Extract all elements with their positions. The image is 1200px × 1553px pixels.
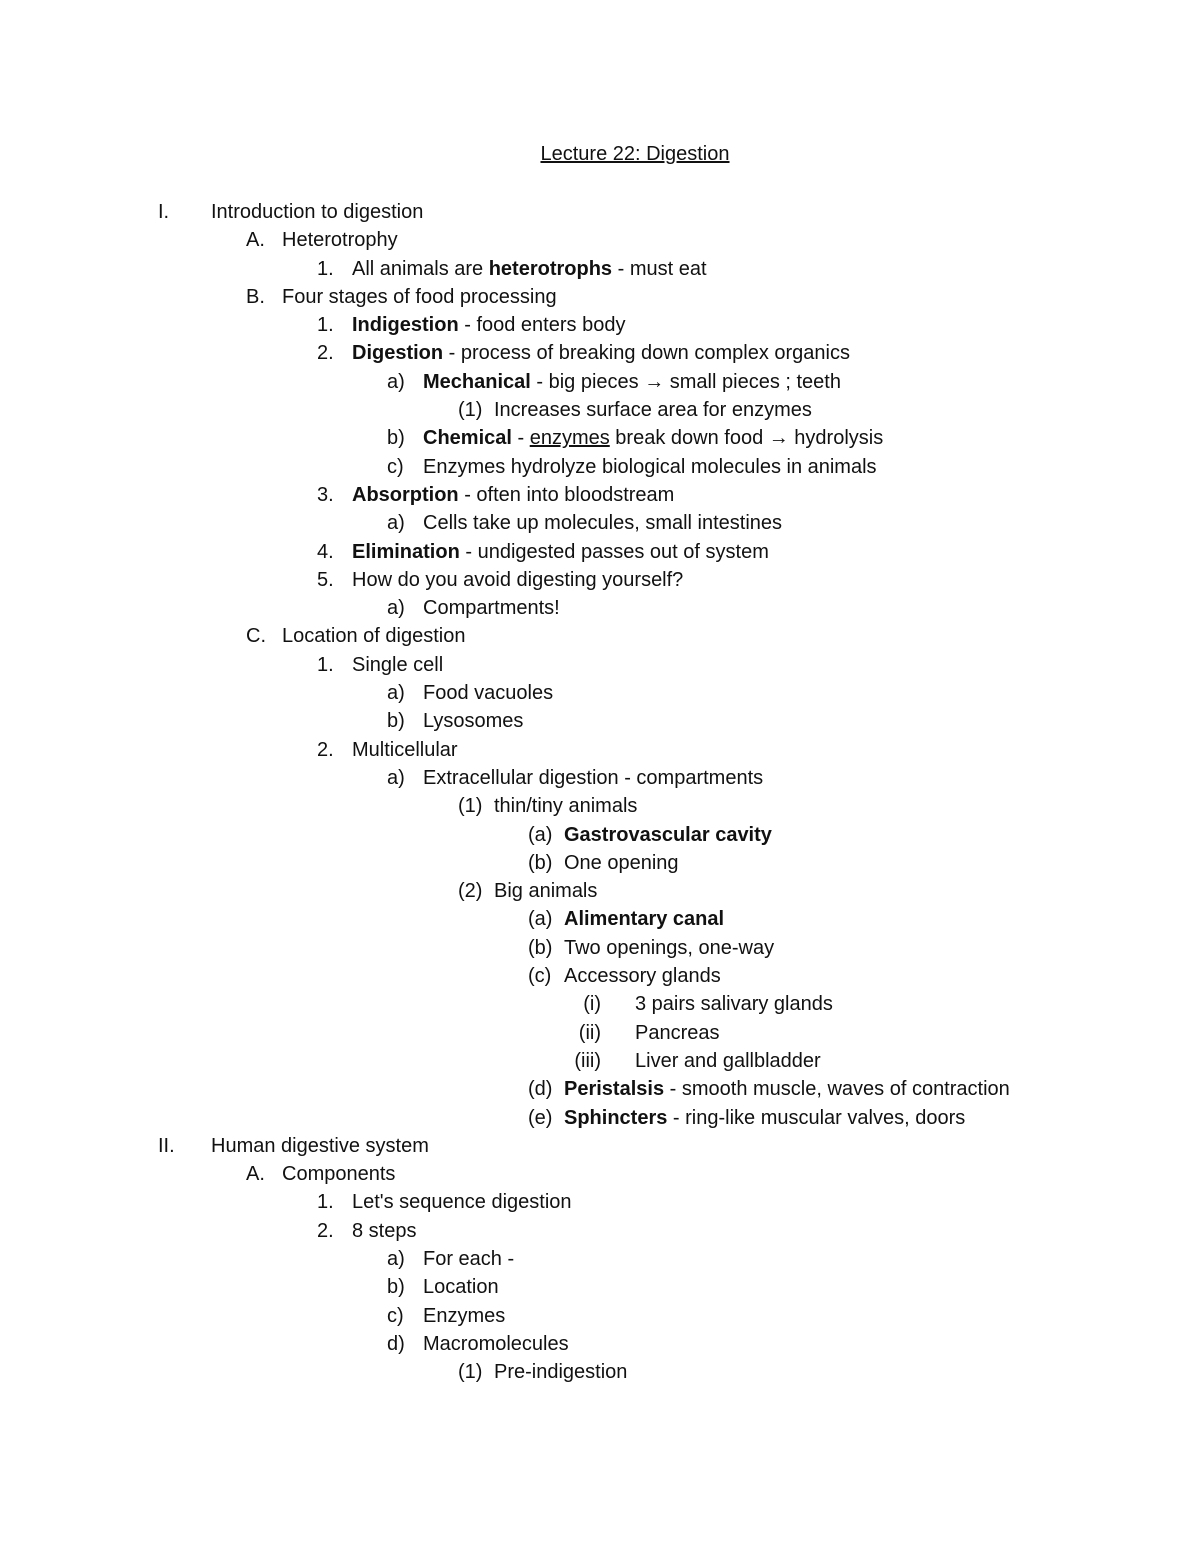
outline-text (211, 1132, 429, 1160)
outline-item (0, 1330, 1200, 1358)
outline-item (0, 255, 1200, 283)
bold-term: Sphincters (564, 1106, 668, 1129)
text-run: Two openings, one-way (564, 936, 775, 959)
outline-marker: 3. (317, 483, 334, 506)
text-run: Heterotrophy (282, 229, 398, 252)
outline-marker: (ii) (578, 1021, 601, 1044)
outline-text (352, 736, 458, 764)
outline-marker: 2. (317, 738, 334, 761)
outline-marker: (i) (583, 993, 601, 1016)
bold-term: Absorption (352, 483, 459, 506)
outline-item (0, 679, 1200, 707)
underlined-term: enzymes (529, 427, 610, 450)
outline-marker: b) (387, 710, 405, 733)
outline-item (0, 1273, 1200, 1301)
outline-marker: (e) (528, 1106, 553, 1129)
outline-marker: a) (387, 597, 405, 620)
outline-item (0, 311, 1200, 339)
outline-marker: (b) (528, 851, 553, 874)
bold-term: Peristalsis (564, 1078, 665, 1101)
text-run: thin/tiny animals (494, 795, 638, 818)
outline-text (423, 1330, 569, 1358)
outline-text (352, 1188, 572, 1216)
outline-text (352, 255, 707, 283)
outline-item (0, 1188, 1200, 1216)
outline-text (282, 226, 398, 254)
text-run: Food vacuoles (423, 682, 554, 705)
outline-text (352, 651, 443, 679)
outline-text (352, 481, 674, 509)
outline-text (494, 792, 637, 820)
outline-item (0, 198, 1200, 226)
text-run: - big pieces → small pieces ; teeth (530, 370, 841, 393)
outline-text (282, 622, 465, 650)
outline-text (635, 1047, 821, 1075)
outline-marker: (a) (528, 823, 553, 846)
outline-text (564, 1075, 1010, 1103)
outline-text (494, 877, 597, 905)
outline-marker: (b) (528, 936, 553, 959)
text-run: - food enters body (458, 314, 626, 337)
outline-text (635, 990, 833, 1018)
outline-text (564, 905, 724, 933)
outline-text (423, 509, 782, 537)
outline-marker: b) (387, 427, 405, 450)
text-run: Compartments! (423, 597, 560, 620)
outline-text (423, 1245, 514, 1273)
outline-text (352, 339, 850, 367)
text-run: Extracellular digestion - compartments (423, 766, 764, 789)
text-run: Human digestive system (211, 1134, 429, 1157)
text-run: - ring-like muscular valves, doors (667, 1106, 966, 1129)
text-run: 8 steps (352, 1219, 417, 1242)
outline-marker: 1. (317, 1191, 334, 1214)
outline-item (0, 594, 1200, 622)
outline-marker: II. (158, 1134, 175, 1157)
text-run: Liver and gallbladder (635, 1049, 821, 1072)
outline-marker: (1) (458, 795, 483, 818)
outline-text (423, 707, 523, 735)
outline-text (423, 1273, 499, 1301)
outline-marker: (1) (458, 1361, 483, 1384)
outline-item (0, 1075, 1200, 1103)
outline-item (0, 1160, 1200, 1188)
text-run: Pancreas (635, 1021, 720, 1044)
outline-marker: c) (387, 1304, 404, 1327)
outline-text (423, 368, 841, 396)
lecture-outline (0, 198, 1200, 1386)
bold-term: Gastrovascular cavity (564, 823, 772, 846)
outline-item (0, 1217, 1200, 1245)
text-run: Four stages of food processing (282, 285, 557, 308)
text-run: Let's sequence digestion (352, 1191, 572, 1214)
outline-marker: a) (387, 682, 405, 705)
outline-item (0, 905, 1200, 933)
outline-marker: (1) (458, 399, 483, 422)
text-run: 3 pairs salivary glands (635, 993, 833, 1016)
outline-item (0, 1302, 1200, 1330)
text-run: - process of breaking down complex organics (443, 342, 850, 365)
text-run: Macromolecules (423, 1332, 569, 1355)
bold-term: Chemical (423, 427, 512, 450)
outline-item (0, 1245, 1200, 1273)
outline-text (423, 594, 560, 622)
outline-text (352, 566, 683, 594)
text-run: Location of digestion (282, 625, 466, 648)
outline-text (282, 1160, 395, 1188)
outline-text (564, 962, 721, 990)
outline-text (352, 311, 625, 339)
outline-text (564, 1104, 965, 1132)
outline-text (494, 1358, 627, 1386)
outline-marker: a) (387, 370, 405, 393)
bold-term: Indigestion (352, 314, 459, 337)
outline-item (0, 339, 1200, 367)
text-run: Enzymes (423, 1304, 506, 1327)
outline-item (0, 1358, 1200, 1386)
text-run: Pre-indigestion (494, 1361, 628, 1384)
outline-text (423, 679, 553, 707)
outline-text (423, 453, 877, 481)
outline-text (564, 934, 774, 962)
page-title: Lecture 22: Digestion (540, 143, 730, 165)
text-run: Enzymes hydrolyze biological molecules in animals (423, 455, 877, 478)
outline-item (0, 764, 1200, 792)
outline-item (0, 792, 1200, 820)
outline-item (0, 962, 1200, 990)
outline-text (494, 396, 812, 424)
outline-text (423, 1302, 505, 1330)
outline-marker: (2) (458, 880, 483, 903)
outline-text (423, 764, 763, 792)
outline-item (0, 368, 1200, 396)
outline-item (0, 1019, 1200, 1047)
outline-marker: 2. (317, 342, 334, 365)
outline-marker: A. (246, 229, 265, 252)
outline-marker: (d) (528, 1078, 553, 1101)
text-run: For each - (423, 1247, 515, 1270)
outline-marker: d) (387, 1332, 405, 1355)
outline-marker: c) (387, 455, 404, 478)
bold-term: Digestion (352, 342, 444, 365)
outline-item (0, 396, 1200, 424)
outline-item (0, 990, 1200, 1018)
outline-marker: B. (246, 285, 265, 308)
outline-marker: a) (387, 512, 405, 535)
outline-item (0, 481, 1200, 509)
outline-marker: 1. (317, 314, 334, 337)
outline-marker: a) (387, 1247, 405, 1270)
bold-term: Alimentary canal (564, 908, 725, 931)
text-run: How do you avoid digesting yourself? (352, 568, 684, 591)
outline-item (0, 707, 1200, 735)
outline-item (0, 651, 1200, 679)
text-run: Increases surface area for enzymes (494, 399, 812, 422)
outline-item (0, 509, 1200, 537)
outline-item (0, 1047, 1200, 1075)
text-run: One opening (564, 851, 679, 874)
outline-marker: (a) (528, 908, 553, 931)
bold-term: Mechanical (423, 370, 531, 393)
outline-item (0, 283, 1200, 311)
text-run: Cells take up molecules, small intestines (423, 512, 783, 535)
outline-marker: (c) (528, 965, 552, 988)
outline-marker: 1. (317, 653, 334, 676)
text-run: All animals are (352, 257, 489, 280)
outline-marker: I. (158, 201, 170, 223)
outline-item (0, 736, 1200, 764)
outline-text (635, 1019, 720, 1047)
outline-marker: a) (387, 766, 405, 789)
outline-item (0, 821, 1200, 849)
text-run: break down food → hydrolysis (609, 427, 884, 450)
text-run: - (511, 427, 530, 450)
text-run: - often into bloodstream (458, 483, 675, 506)
outline-text (564, 821, 772, 849)
outline-marker: A. (246, 1163, 265, 1186)
text-run: - smooth muscle, waves of contraction (664, 1078, 1010, 1101)
text-run: Single cell (352, 653, 444, 676)
outline-item (0, 1104, 1200, 1132)
outline-marker: (iii) (574, 1049, 601, 1072)
text-run: Accessory glands (564, 965, 721, 988)
text-run: - must eat (612, 257, 707, 280)
outline-text (564, 849, 679, 877)
text-run: Big animals (494, 880, 598, 903)
outline-text (352, 538, 769, 566)
outline-item (0, 934, 1200, 962)
outline-text (352, 1217, 416, 1245)
outline-item (0, 226, 1200, 254)
outline-item (0, 849, 1200, 877)
outline-marker: b) (387, 1276, 405, 1299)
text-run: Components (282, 1163, 396, 1186)
bold-term: heterotrophs (488, 257, 613, 280)
outline-text (211, 198, 423, 226)
text-run: Lysosomes (423, 710, 524, 733)
outline-item (0, 538, 1200, 566)
outline-item (0, 1132, 1200, 1160)
outline-item (0, 424, 1200, 452)
text-run: Introduction to digestion (211, 201, 424, 223)
outline-item (0, 622, 1200, 650)
outline-marker: 2. (317, 1219, 334, 1242)
outline-marker: 5. (317, 568, 334, 591)
outline-item (0, 566, 1200, 594)
text-run: Location (423, 1276, 499, 1299)
text-run: Multicellular (352, 738, 458, 761)
outline-marker: 1. (317, 257, 334, 280)
outline-marker: C. (246, 625, 266, 648)
outline-text (423, 424, 883, 452)
text-run: - undigested passes out of system (459, 540, 769, 563)
bold-term: Elimination (352, 540, 460, 563)
outline-text (282, 283, 557, 311)
outline-marker: 4. (317, 540, 334, 563)
outline-item (0, 453, 1200, 481)
outline-item (0, 877, 1200, 905)
